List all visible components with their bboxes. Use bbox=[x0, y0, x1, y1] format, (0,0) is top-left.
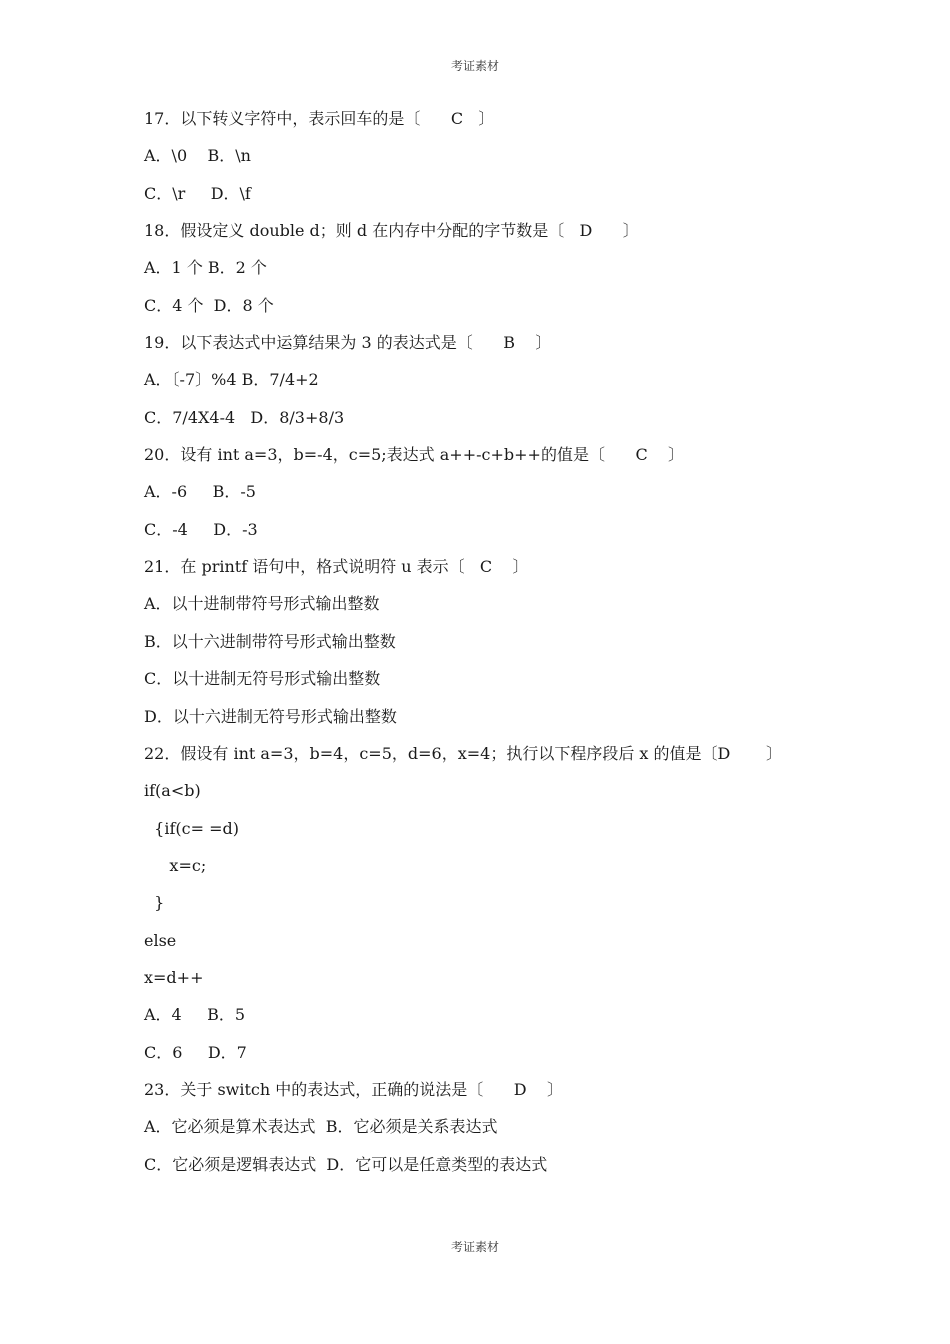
question-21-option-c: C．以十进制无符号形式输出整数 bbox=[144, 669, 381, 689]
question-18-options-cd: C．4 个 D．8 个 bbox=[144, 295, 274, 315]
code-line: {if(c= =d) bbox=[144, 818, 239, 838]
code-line: } bbox=[144, 893, 165, 913]
question-19-options-cd: C．7/4X4-4 D．8/3+8/3 bbox=[144, 407, 345, 427]
question-21-option-b: B．以十六进制带符号形式输出整数 bbox=[144, 631, 396, 651]
question-23-options-cd: C．它必须是逻辑表达式 D．它可以是任意类型的表达式 bbox=[144, 1154, 548, 1174]
code-line: x=d++ bbox=[144, 967, 204, 987]
question-22-options-cd: C．6 D．7 bbox=[144, 1042, 247, 1062]
page-footer: 考证素材 bbox=[450, 1240, 499, 1254]
question-22-stem: 22．假设有 int a=3，b=4，c=5，d=6，x=4；执行以下程序段后 x 的值是〔D 〕 bbox=[144, 743, 782, 763]
question-21-option-d: D．以十六进制无符号形式输出整数 bbox=[144, 706, 397, 726]
code-line: x=c; bbox=[144, 855, 207, 875]
question-23-options-ab: A．它必须是算术表达式 B．它必须是关系表达式 bbox=[144, 1117, 498, 1137]
question-20-options-ab: A．-6 B．-5 bbox=[144, 482, 256, 502]
question-18-options-ab: A．1 个 B．2 个 bbox=[144, 258, 267, 278]
question-18-stem: 18．假设定义 double d；则 d 在内存中分配的字节数是〔 D 〕 bbox=[144, 221, 639, 241]
question-17-stem: 17．以下转义字符中，表示回车的是〔 C 〕 bbox=[144, 109, 495, 128]
question-content bbox=[144, 104, 844, 1187]
code-line: else bbox=[144, 930, 177, 950]
question-22-options-ab: A．4 B．5 bbox=[144, 1005, 246, 1025]
question-20-options-cd: C．-4 D．-3 bbox=[144, 519, 258, 539]
question-17-options-ab: A．\0 B．\n bbox=[144, 146, 251, 166]
question-20-stem: 20．设有 int a=3，b=-4，c=5;表达式 a++-c+b++的值是〔 C 〕 bbox=[144, 445, 685, 465]
question-21-stem: 21．在 printf 语句中，格式说明符 u 表示〔 C 〕 bbox=[144, 557, 529, 577]
question-19-stem: 19．以下表达式中运算结果为 3 的表达式是〔 B 〕 bbox=[144, 333, 552, 353]
question-21-option-a: A．以十进制带符号形式输出整数 bbox=[144, 594, 380, 614]
code-line: if(a<b) bbox=[144, 781, 201, 801]
question-19-options-ab: A．〔-7〕%4 B．7/4+2 bbox=[144, 370, 319, 390]
question-17-options-cd: C．\r D．\f bbox=[144, 183, 251, 203]
page-header: 考证素材 bbox=[450, 59, 499, 73]
question-23-stem: 23．关于 switch 中的表达式，正确的说法是〔 D 〕 bbox=[144, 1079, 563, 1099]
